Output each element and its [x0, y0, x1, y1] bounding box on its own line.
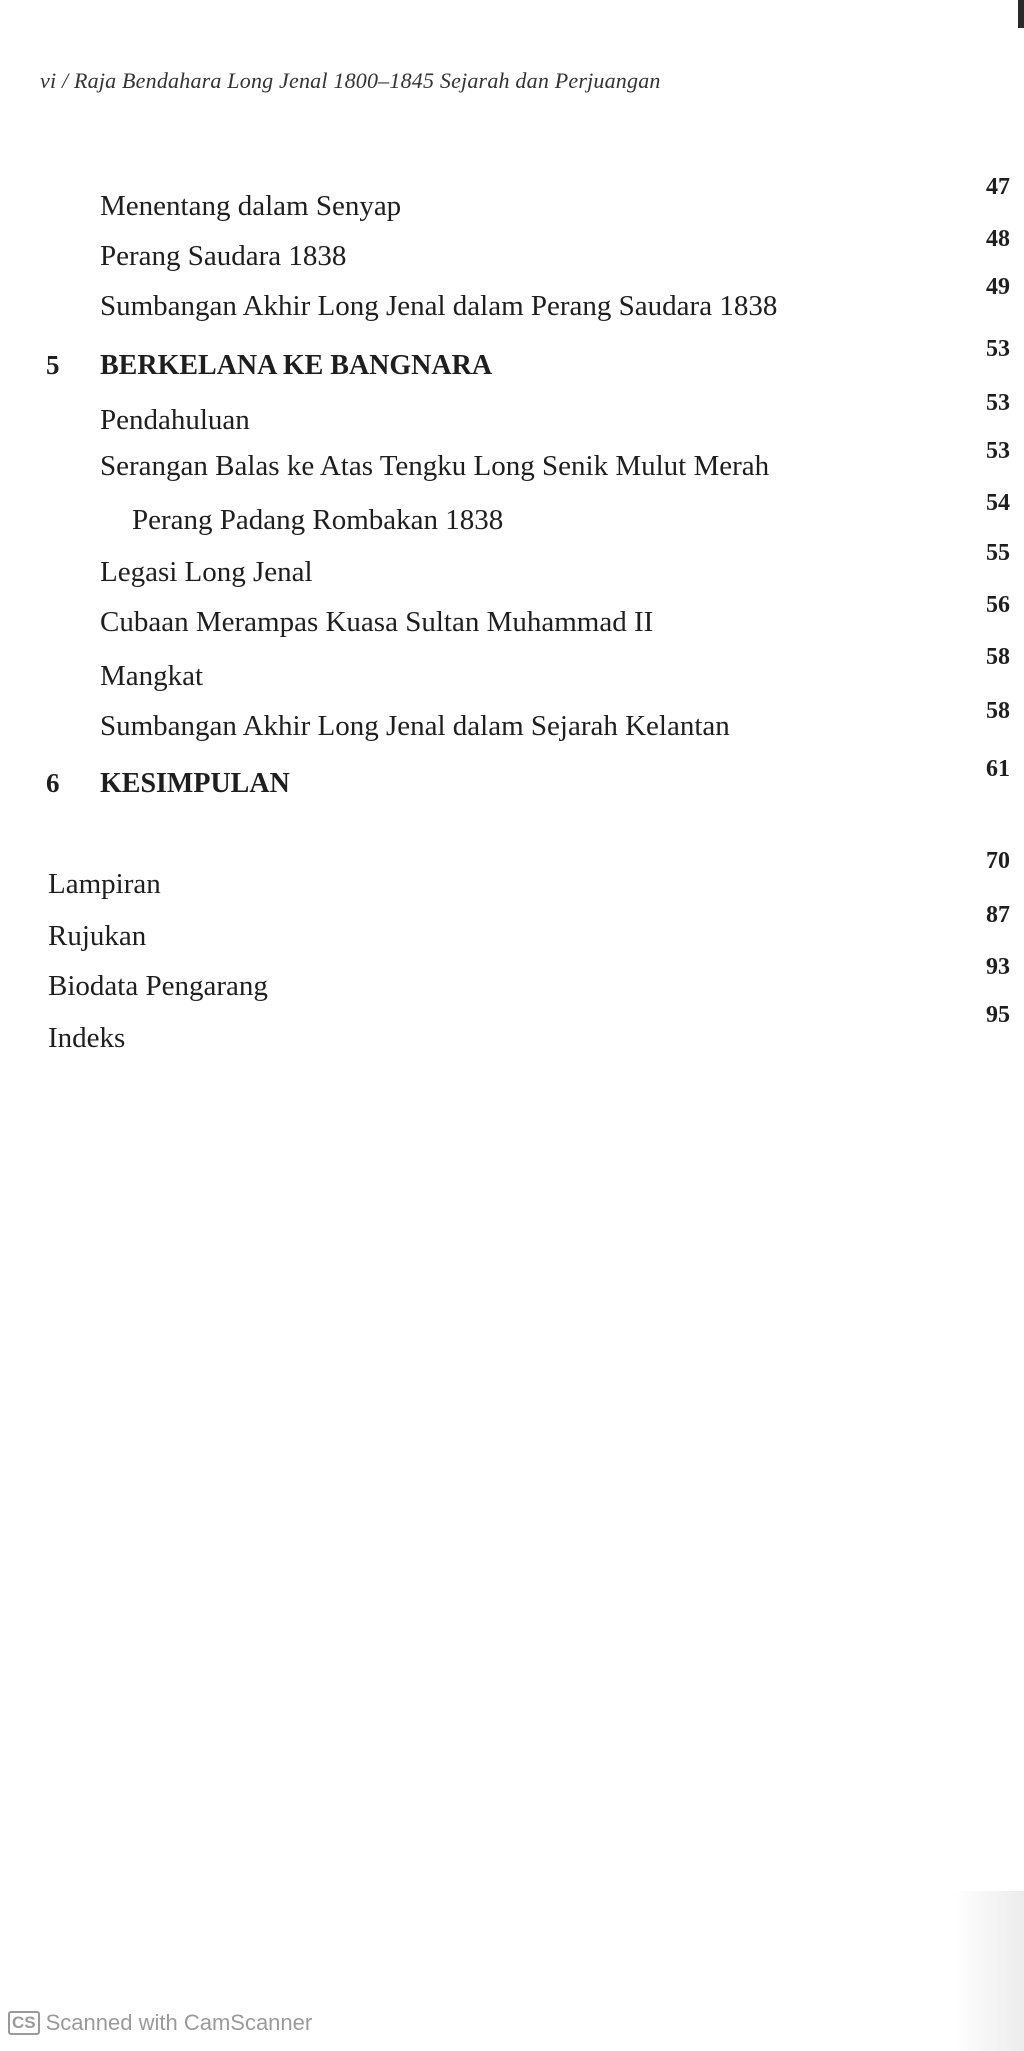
toc-entry-title: Sumbangan Akhir Long Jenal dalam Sejarah Kelantan: [100, 710, 730, 742]
toc-entry-title: Pendahuluan: [100, 404, 250, 436]
toc-entry-page: 58: [986, 698, 1010, 724]
watermark-text: Scanned with CamScanner: [45, 2010, 313, 2035]
toc-entry-page: 48: [986, 226, 1010, 252]
toc-entry-title: Perang Padang Rombakan 1838: [132, 504, 504, 536]
toc-backmatter-entry: [0, 848, 1024, 904]
toc-entry-page: 54: [986, 490, 1010, 516]
chapter-title: KESIMPULAN: [100, 768, 290, 799]
toc-entry: [0, 592, 1024, 642]
toc-entry-page: 56: [986, 592, 1010, 618]
toc-entry: [0, 174, 1024, 226]
toc-backmatter-entry: [0, 902, 1024, 956]
chapter-title: BERKELANA KE BANGNARA: [100, 350, 493, 381]
toc-entry-title: Sumbangan Akhir Long Jenal dalam Perang Saudara 1838: [100, 290, 778, 322]
toc-entry: [0, 226, 1024, 276]
toc-entry: [0, 490, 1024, 540]
toc-entry: [0, 274, 1024, 326]
toc-entry: [0, 438, 1024, 486]
scan-shadow: [954, 1891, 1024, 2051]
toc-entry-page: 55: [986, 540, 1010, 566]
toc-backmatter-entry: [0, 954, 1024, 1006]
toc-entry-page: 53: [986, 438, 1010, 464]
page-edge-mark: [1018, 0, 1024, 28]
toc-entry-page: 58: [986, 644, 1010, 670]
toc-entry-title: Perang Saudara 1838: [100, 240, 347, 272]
toc-entry-title: Biodata Pengarang: [48, 970, 268, 1002]
chapter-number: 6: [46, 768, 60, 798]
scanner-watermark: [8, 2010, 312, 2036]
toc-entry-page: 53: [986, 390, 1010, 416]
running-head: vi / Raja Bendahara Long Jenal 1800–1845 Sejarah dan Perjuangan: [40, 68, 661, 93]
toc-entry: [0, 698, 1024, 746]
toc-entry-page: 70: [986, 848, 1010, 874]
toc-backmatter-entry: [0, 1002, 1024, 1058]
toc-entry-title: Rujukan: [48, 920, 147, 952]
toc-entry: [0, 390, 1024, 440]
toc-chapter-entry: [0, 336, 1024, 386]
toc-chapter-entry: [0, 756, 1024, 804]
toc-entry-page: 49: [986, 274, 1010, 300]
toc-entry-page: 87: [986, 902, 1010, 928]
toc-entry-title: Indeks: [48, 1022, 126, 1054]
toc-entry-page: 93: [986, 954, 1010, 980]
toc-entry-title: Serangan Balas ke Atas Tengku Long Senik Mulut Merah: [100, 450, 770, 482]
toc-entry-title: Cubaan Merampas Kuasa Sultan Muhammad II: [100, 606, 654, 638]
toc-entry-title: Menentang dalam Senyap: [100, 190, 402, 222]
toc-entry-page: 47: [986, 174, 1010, 200]
toc-entry-title: Lampiran: [48, 868, 161, 900]
toc-entry-page: 53: [986, 336, 1010, 362]
toc-entry: [0, 644, 1024, 696]
toc-entry-page: 95: [986, 1002, 1010, 1028]
camscanner-logo-icon: CS: [8, 2011, 40, 2035]
toc-entry-title: Legasi Long Jenal: [100, 556, 313, 588]
chapter-number: 5: [46, 350, 60, 380]
toc-entry-page: 61: [986, 756, 1010, 782]
toc-entry-title: Mangkat: [100, 660, 204, 692]
toc-entry: [0, 540, 1024, 592]
